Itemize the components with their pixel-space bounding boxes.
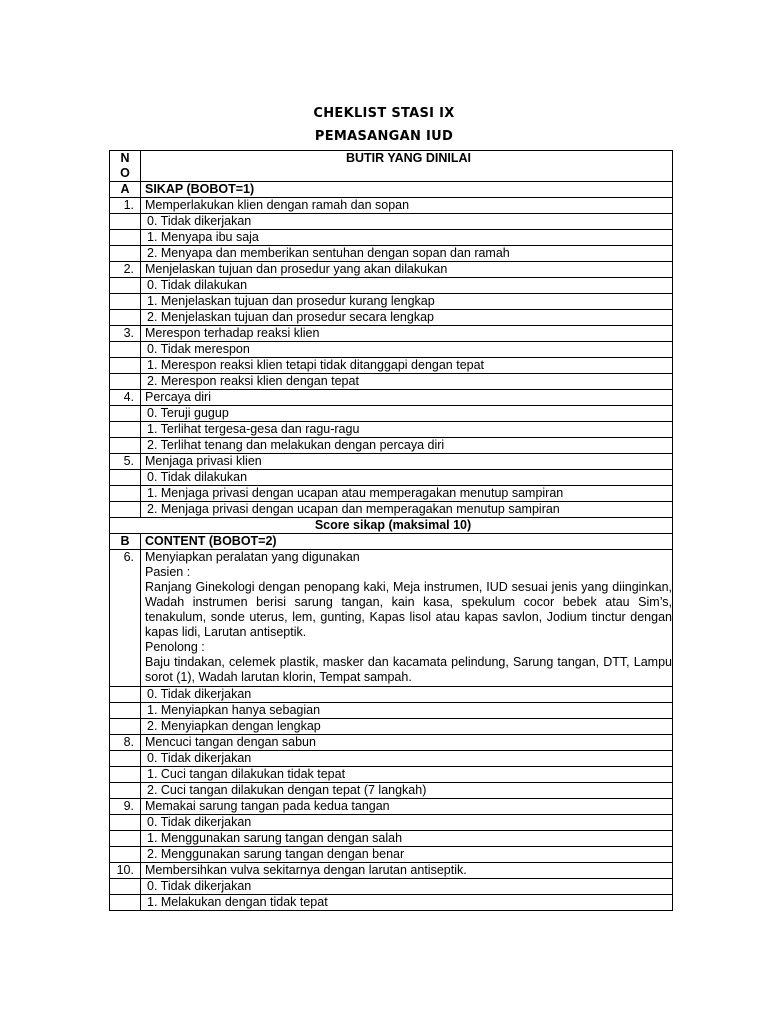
item-text: Memakai sarung tangan pada kedua tangan: [141, 799, 673, 815]
item-number: [110, 502, 141, 518]
item-number: [110, 294, 141, 310]
item-6-line: Menyiapkan peralatan yang digunakan: [145, 550, 360, 564]
section-b-label: CONTENT (BOBOT=2): [141, 534, 673, 550]
table-row: [110, 815, 673, 831]
option-text: 1. Terlihat tergesa-gesa dan ragu-ragu: [141, 422, 673, 438]
item-6-description: [141, 550, 673, 687]
item-number: [110, 879, 141, 895]
table-row: [110, 719, 673, 735]
table-row: [110, 703, 673, 719]
item-number: 3.: [110, 326, 141, 342]
option-text: 0. Tidak dikerjakan: [141, 687, 673, 703]
option-text: 2. Menyapa dan memberikan sentuhan dengan sopan dan ramah: [141, 246, 673, 262]
checklist-table: [109, 150, 673, 911]
table-row: [110, 406, 673, 422]
option-text: 2. Merespon reaksi klien dengan tepat: [141, 374, 673, 390]
table-row: [110, 214, 673, 230]
table-header-row: [110, 151, 673, 182]
table-row: [110, 358, 673, 374]
table-row-item-6: [110, 550, 673, 687]
option-text: 0. Tidak merespon: [141, 342, 673, 358]
table-row: [110, 342, 673, 358]
item-number: 9.: [110, 799, 141, 815]
header-item-cell: BUTIR YANG DINILAI: [141, 151, 673, 182]
option-text: 0. Tidak dikerjakan: [141, 751, 673, 767]
item-6-line: Pasien :: [145, 565, 191, 579]
item-number: [110, 719, 141, 735]
table-row: [110, 470, 673, 486]
item-number: 8.: [110, 735, 141, 751]
table-row: [110, 831, 673, 847]
table-row: [110, 390, 673, 406]
option-text: 1. Melakukan dengan tidak tepat: [141, 895, 673, 911]
table-row: [110, 310, 673, 326]
section-a-label: SIKAP (BOBOT=1): [141, 182, 673, 198]
option-text: 2. Cuci tangan dilakukan dengan tepat (7 langkah): [141, 783, 673, 799]
table-row: [110, 438, 673, 454]
item-number: [110, 895, 141, 911]
item-number: 10.: [110, 863, 141, 879]
table-row: [110, 751, 673, 767]
item-number: [110, 831, 141, 847]
item-number: [110, 214, 141, 230]
item-number: [110, 703, 141, 719]
score-sikap-label: Score sikap (maksimal 10): [110, 518, 673, 534]
table-row: [110, 863, 673, 879]
document-title: CHEKLIST STASI IX: [313, 106, 455, 121]
item-number: 1.: [110, 198, 141, 214]
option-text: 1. Menyiapkan hanya sebagian: [141, 703, 673, 719]
header-no-cell: [110, 151, 141, 182]
item-number: [110, 374, 141, 390]
table-row: [110, 847, 673, 863]
item-number: 5.: [110, 454, 141, 470]
table-row: [110, 422, 673, 438]
header-no-line1: N: [120, 151, 130, 165]
option-text: 2. Menyiapkan dengan lengkap: [141, 719, 673, 735]
item-number: [110, 438, 141, 454]
item-number: 4.: [110, 390, 141, 406]
item-number: [110, 783, 141, 799]
score-row: [110, 518, 673, 534]
item-number: [110, 278, 141, 294]
table-row: [110, 246, 673, 262]
header-no-line2: O: [120, 166, 130, 180]
item-text: Memperlakukan klien dengan ramah dan sopan: [141, 198, 673, 214]
item-text: Percaya diri: [141, 390, 673, 406]
option-text: 1. Menyapa ibu saja: [141, 230, 673, 246]
item-text: Menjaga privasi klien: [141, 454, 673, 470]
section-b-row: [110, 534, 673, 550]
document-subtitle: PEMASANGAN IUD: [314, 129, 454, 144]
item-number: [110, 815, 141, 831]
section-b-no: B: [110, 534, 141, 550]
option-text: 1. Menjaga privasi dengan ucapan atau memperagakan menutup sampiran: [141, 486, 673, 502]
table-row: [110, 262, 673, 278]
item-text: Merespon terhadap reaksi klien: [141, 326, 673, 342]
item-text: Mencuci tangan dengan sabun: [141, 735, 673, 751]
table-row: [110, 278, 673, 294]
table-row: [110, 879, 673, 895]
item-number: [110, 470, 141, 486]
item-text: Membersihkan vulva sekitarnya dengan larutan antiseptik.: [141, 863, 673, 879]
option-text: 1. Menggunakan sarung tangan dengan salah: [141, 831, 673, 847]
item-6-line: Baju tindakan, celemek plastik, masker dan kacamata pelindung, Sarung tangan, DTT, Lampu sorot (1), Wadah larutan klorin, Tempat sampah.: [145, 655, 672, 684]
option-text: 2. Menggunakan sarung tangan dengan benar: [141, 847, 673, 863]
item-number: [110, 406, 141, 422]
section-a-no: A: [110, 182, 141, 198]
table-row: [110, 374, 673, 390]
option-text: 1. Merespon reaksi klien tetapi tidak ditanggapi dengan tepat: [141, 358, 673, 374]
option-text: 1. Menjelaskan tujuan dan prosedur kurang lengkap: [141, 294, 673, 310]
item-6-line: Ranjang Ginekologi dengan penopang kaki, Meja instrumen, IUD sesuai jenis yang diinginkan, Wadah instrumen berisi sarung tangan, kain kasa, spekulum cocor bebek atau Sim’s, tenakulum, sonde uterus, lem, gunting, Kapas lisol atau kapas savlon, Jodium tinctur dengan kapas lidi, Larutan antiseptik.: [145, 580, 672, 639]
table-row: [110, 326, 673, 342]
item-number: [110, 358, 141, 374]
item-number: 2.: [110, 262, 141, 278]
table-row: [110, 783, 673, 799]
option-text: 2. Terlihat tenang dan melakukan dengan percaya diri: [141, 438, 673, 454]
table-row: [110, 230, 673, 246]
table-row: [110, 687, 673, 703]
table-row: [110, 735, 673, 751]
item-number: [110, 751, 141, 767]
option-text: 0. Tidak dilakukan: [141, 278, 673, 294]
item-number: [110, 230, 141, 246]
option-text: 0. Tidak dikerjakan: [141, 214, 673, 230]
item-number: [110, 767, 141, 783]
item-number: [110, 847, 141, 863]
table-row: [110, 799, 673, 815]
table-row: [110, 502, 673, 518]
option-text: 1. Cuci tangan dilakukan tidak tepat: [141, 767, 673, 783]
option-text: 0. Teruji gugup: [141, 406, 673, 422]
item-number: [110, 422, 141, 438]
table-row: [110, 198, 673, 214]
item-number: [110, 342, 141, 358]
option-text: 0. Tidak dikerjakan: [141, 815, 673, 831]
option-text: 0. Tidak dikerjakan: [141, 879, 673, 895]
table-row: [110, 294, 673, 310]
section-a-row: [110, 182, 673, 198]
item-6-line: Penolong :: [145, 640, 205, 654]
table-row: [110, 895, 673, 911]
option-text: 0. Tidak dilakukan: [141, 470, 673, 486]
item-number: [110, 486, 141, 502]
table-row: [110, 767, 673, 783]
item-text: Menjelaskan tujuan dan prosedur yang akan dilakukan: [141, 262, 673, 278]
table-row: [110, 454, 673, 470]
option-text: 2. Menjaga privasi dengan ucapan dan memperagakan menutup sampiran: [141, 502, 673, 518]
item-number: [110, 687, 141, 703]
item-number: 6.: [110, 550, 141, 687]
item-number: [110, 310, 141, 326]
item-number: [110, 246, 141, 262]
option-text: 2. Menjelaskan tujuan dan prosedur secara lengkap: [141, 310, 673, 326]
table-row: [110, 486, 673, 502]
